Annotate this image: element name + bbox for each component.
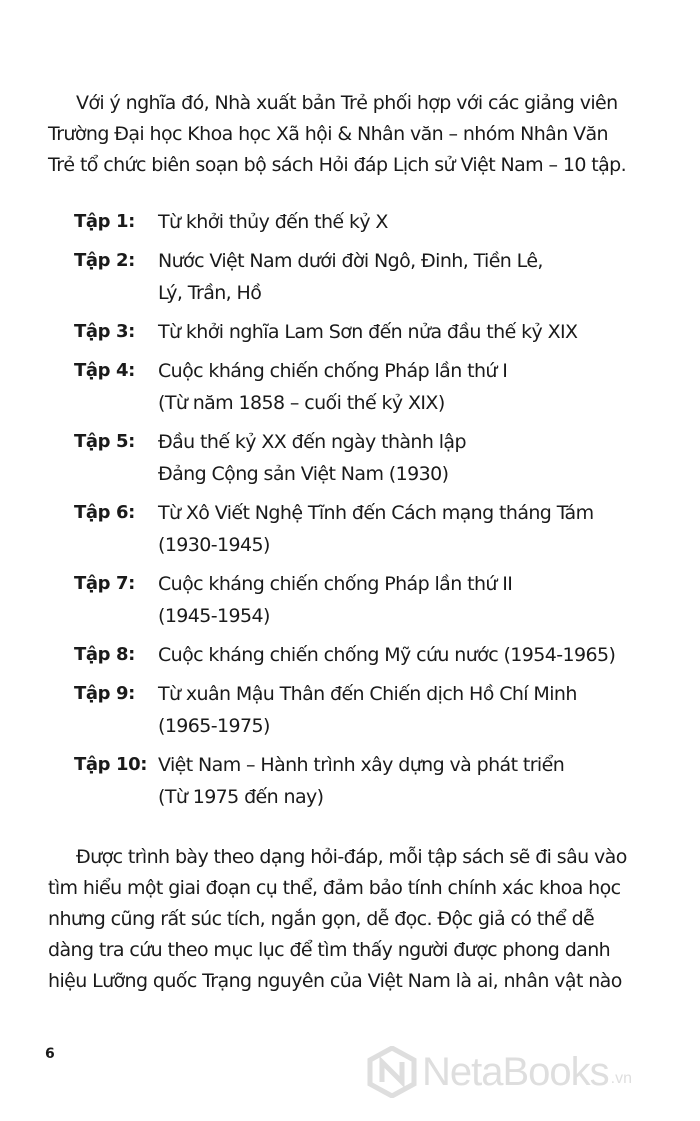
volume-title-line: (1945-1954) xyxy=(158,605,270,627)
volume-item xyxy=(74,497,674,561)
volume-title-line: Việt Nam – Hành trình xây dựng và phát triển xyxy=(158,754,565,776)
page-number: 6 xyxy=(45,1046,55,1062)
volume-title xyxy=(158,426,466,490)
volume-title-line: (Từ 1975 đến nay) xyxy=(158,786,324,808)
volume-title xyxy=(158,245,543,309)
volume-title-line: Từ xuân Mậu Thân đến Chiến dịch Hồ Chí Minh xyxy=(158,683,577,705)
volume-title-line: Từ khởi nghĩa Lam Sơn đến nửa đầu thế kỷ XIX xyxy=(158,321,578,343)
volume-label: Tập 4: xyxy=(74,360,135,381)
watermark-logo xyxy=(366,1046,632,1098)
volume-title-line: Từ khởi thủy đến thế kỷ X xyxy=(158,211,388,233)
volume-item xyxy=(74,639,674,671)
body-line: dàng tra cứu theo mục lục để tìm thấy người được phong danh xyxy=(48,939,611,961)
volume-list xyxy=(74,206,674,820)
body-line: hiệu Lưỡng quốc Trạng nguyên của Việt Nam là ai, nhân vật nào xyxy=(48,970,622,992)
volume-label: Tập 7: xyxy=(74,573,135,594)
volume-title-line: Nước Việt Nam dưới đời Ngô, Đinh, Tiền Lê, xyxy=(158,250,543,272)
volume-item xyxy=(74,749,674,813)
volume-title-line: (Từ năm 1858 – cuối thế kỷ XIX) xyxy=(158,392,445,414)
volume-title xyxy=(158,749,564,813)
volume-title xyxy=(158,639,615,671)
volume-title-line: Đầu thế kỷ XX đến ngày thành lập xyxy=(158,431,466,453)
volume-title-line: Cuộc kháng chiến chống Pháp lần thứ I xyxy=(158,360,508,382)
volume-item xyxy=(74,245,674,309)
volume-title-line: Cuộc kháng chiến chống Mỹ cứu nước (1954-1965) xyxy=(158,644,616,666)
body-line: tìm hiểu một giai đoạn cụ thể, đảm bảo tính chính xác khoa học xyxy=(48,877,621,899)
intro-line: Với ý nghĩa đó, Nhà xuất bản Trẻ phối hợp với các giảng viên xyxy=(76,92,618,114)
volume-title xyxy=(158,497,594,561)
volume-label: Tập 5: xyxy=(74,431,135,452)
volume-title xyxy=(158,678,577,742)
volume-item xyxy=(74,568,674,632)
volume-title xyxy=(158,316,577,348)
netabooks-logo-icon xyxy=(366,1046,418,1098)
volume-title xyxy=(158,206,388,238)
volume-item xyxy=(74,316,674,348)
volume-label: Tập 2: xyxy=(74,250,135,271)
volume-label: Tập 3: xyxy=(74,321,135,342)
volume-label: Tập 6: xyxy=(74,502,135,523)
volume-title-line: Từ Xô Viết Nghệ Tĩnh đến Cách mạng tháng Tám xyxy=(158,502,594,524)
volume-label: Tập 10: xyxy=(74,754,148,775)
volume-item xyxy=(74,355,674,419)
volume-label: Tập 9: xyxy=(74,683,135,704)
volume-title-line: Lý, Trần, Hồ xyxy=(158,282,262,304)
intro-line: Trường Đại học Khoa học Xã hội & Nhân văn – nhóm Nhân Văn xyxy=(48,123,608,145)
body-line: nhưng cũng rất súc tích, ngắn gọn, dễ đọc. Độc giả có thể dễ xyxy=(48,908,595,930)
body-paragraph xyxy=(48,842,660,997)
volume-item xyxy=(74,678,674,742)
intro-line: Trẻ tổ chức biên soạn bộ sách Hỏi đáp Lịch sử Việt Nam – 10 tập. xyxy=(48,154,627,176)
body-line: Được trình bày theo dạng hỏi-đáp, mỗi tập sách sẽ đi sâu vào xyxy=(76,846,627,868)
volume-title-line: (1930-1945) xyxy=(158,534,270,556)
volume-title xyxy=(158,355,507,419)
volume-item xyxy=(74,206,674,238)
watermark-suffix: .vn xyxy=(610,1070,633,1087)
intro-paragraph xyxy=(48,88,660,181)
volume-title-line: (1965-1975) xyxy=(158,715,270,737)
watermark-brand: NetaBooks xyxy=(422,1049,609,1094)
volume-title-line: Cuộc kháng chiến chống Pháp lần thứ II xyxy=(158,573,513,595)
volume-title xyxy=(158,568,512,632)
volume-label: Tập 8: xyxy=(74,644,135,665)
volume-label: Tập 1: xyxy=(74,211,135,232)
volume-item xyxy=(74,426,674,490)
volume-title-line: Đảng Cộng sản Việt Nam (1930) xyxy=(158,463,449,485)
